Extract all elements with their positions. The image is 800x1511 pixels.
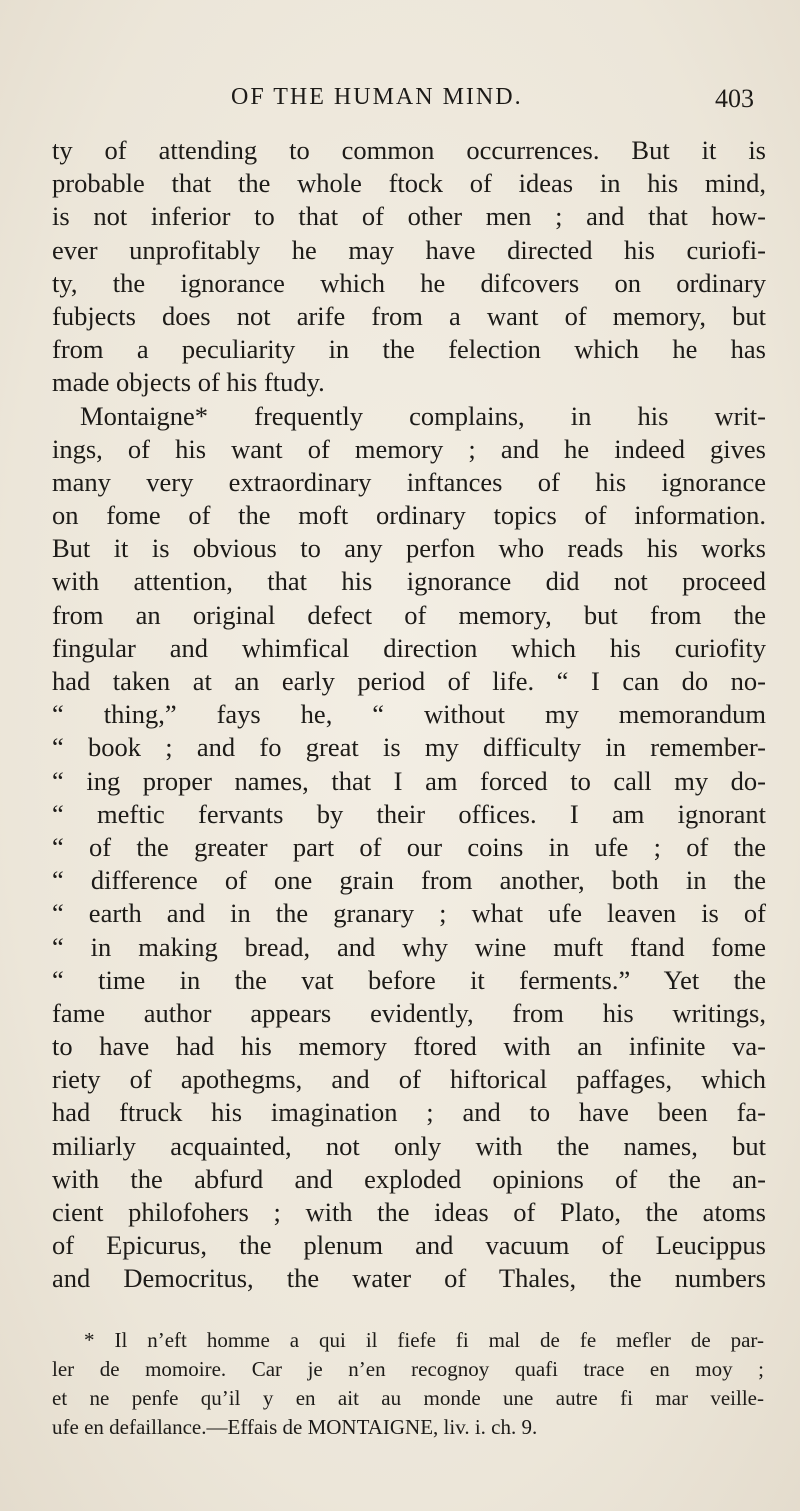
text-line: “ time in the vat before it ferments.” Yet the <box>52 964 766 995</box>
text-line: is not inferior to that of other men ; and that how- <box>52 201 766 232</box>
text-line: riety of apothegms, and of hiftorical paffages, which <box>52 1064 766 1095</box>
text-line: ty, the ignorance which he difcovers on ordinary <box>52 267 766 298</box>
text-line: with the abfurd and exploded opinions of the an- <box>52 1163 766 1194</box>
footnote-line: et ne penfe qu’il y en ait au monde une autre fi mar veille- <box>52 1386 764 1410</box>
text-line: “ ing proper names, that I am forced to call my do- <box>52 765 766 796</box>
text-line: ever unprofitably he may have directed his curiofi- <box>52 234 766 265</box>
footnote <box>52 1326 764 1442</box>
text-line: “ thing,” fays he, “ without my memorandum <box>52 699 766 730</box>
text-line: to have had his memory ftored with an infinite va- <box>52 1031 766 1062</box>
text-line: “ book ; and fo great is my difficulty in remember- <box>52 732 766 763</box>
text-line: “ difference of one grain from another, both in the <box>52 865 766 896</box>
footnote-line: ler de momoire. Car je n’en recognoy quafi trace en moy ; <box>52 1357 764 1381</box>
text-line: “ of the greater part of our coins in ufe ; of the <box>52 831 766 862</box>
text-line: ty of attending to common occurrences. But it is <box>52 135 766 165</box>
text-line: miliarly acquainted, not only with the names, but <box>52 1130 766 1161</box>
page-header <box>56 84 756 124</box>
text-line: of Epicurus, the plenum and vacuum of Leucippus <box>52 1230 766 1261</box>
text-line: cient philofohers ; with the ideas of Plato, the atoms <box>52 1197 766 1227</box>
text-line: with attention, that his ignorance did not proceed <box>52 566 766 597</box>
text-line: fame author appears evidently, from his writings, <box>52 997 766 1028</box>
text-line: ings, of his want of memory ; and he indeed gives <box>52 433 766 464</box>
text-line: probable that the whole ftock of ideas in his mind, <box>52 168 766 199</box>
text-line: had taken at an early period of life. “ I can do no- <box>52 666 766 696</box>
text-line: But it is obvious to any perfon who reads his works <box>52 533 766 564</box>
text-line: made objects of his ftudy. <box>52 367 325 398</box>
body-text <box>52 134 766 1296</box>
text-line: “ meftic fervants by their offices. I am ignorant <box>52 798 766 829</box>
page-number: 403 <box>715 84 754 113</box>
text-line: from an original defect of memory, but from the <box>52 599 766 630</box>
text-line: many very extraordinary inftances of his ignorance <box>52 466 766 497</box>
footnote-line: * Il n’eft homme a qui il fiefe fi mal de fe mefler de par- <box>84 1328 764 1352</box>
text-line: “ in making bread, and why wine muft ftand fome <box>52 931 766 962</box>
text-line: and Democritus, the water of Thales, the numbers <box>52 1263 766 1294</box>
text-line: fubjects does not arife from a want of memory, but <box>52 300 766 331</box>
footnote-line: ufe en defaillance.—Effais de MONTAIGNE, liv. i. ch. 9. <box>52 1415 538 1439</box>
text-line: on fome of the moft ordinary topics of information. <box>52 500 766 531</box>
text-line: had ftruck his imagination ; and to have been fa- <box>52 1097 766 1128</box>
text-line: Montaigne* frequently complains, in his writ- <box>80 400 766 431</box>
running-head: OF THE HUMAN MIND. <box>231 84 523 110</box>
text-line: from a peculiarity in the felection which he has <box>52 334 766 365</box>
text-line: fingular and whimfical direction which his curiofity <box>52 632 766 663</box>
text-line: “ earth and in the granary ; what ufe leaven is of <box>52 898 766 929</box>
